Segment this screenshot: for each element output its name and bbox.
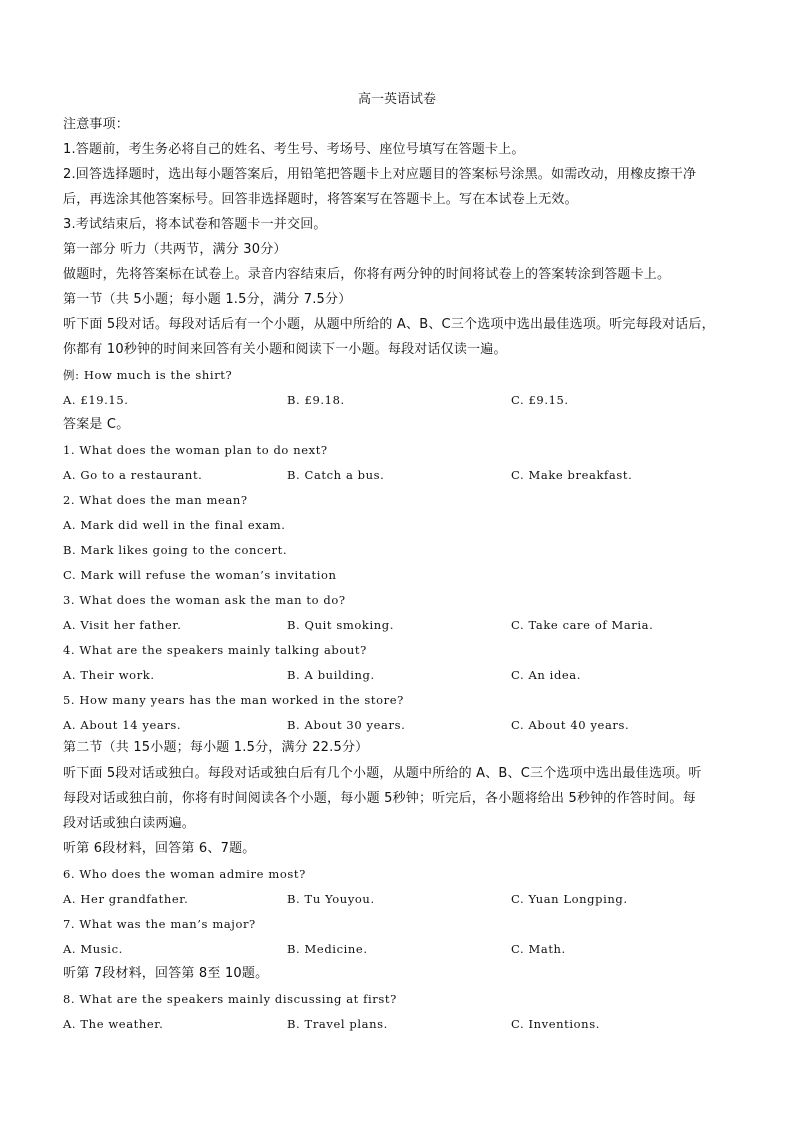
notice-item: 2.回答选择题时，选出每小题答案后，用铅笔把答题卡上对应题目的答案标号涂黑。如需改动，用橡皮擦干净 — [63, 167, 697, 182]
question-8: 8. What are the speakers mainly discussing at first? — [63, 992, 397, 1006]
section-instructions: 每段对话或独白前，你将有时间阅读各个小题，每小题 5秒钟；听完后，各小题将给出 5秒钟的作答时间。每 — [63, 791, 696, 806]
option-b: B. About 30 years. — [287, 718, 406, 732]
option-b: B. Tu Youyou. — [287, 892, 375, 906]
notice-item: 1.答题前，考生务必将自己的姓名、考生号、考场号、座位号填写在答题卡上。 — [63, 142, 525, 157]
option-a: A. Go to a restaurant. — [63, 468, 203, 482]
page-title: 高一英语试卷 — [357, 92, 436, 107]
option-c: C. An idea. — [511, 668, 582, 682]
option-c: C. Make breakfast. — [511, 468, 633, 482]
question-3-options — [0, 615, 794, 635]
option-b: B. Catch a bus. — [287, 468, 385, 482]
question-6: 6. Who does the woman admire most? — [63, 867, 306, 881]
question-3: 3. What does the woman ask the man to do? — [63, 593, 346, 607]
option-b: B. Mark likes going to the concert. — [63, 543, 288, 557]
question-7-options — [0, 939, 794, 959]
part-heading: 第一部分 听力（共两节，满分 30分） — [63, 242, 287, 257]
option-c: C. £9.15. — [511, 393, 569, 407]
option-a: A. The weather. — [63, 1017, 164, 1031]
example-options — [0, 390, 794, 410]
notice-heading: 注意事项： — [63, 117, 130, 132]
option-a: A. Music. — [63, 942, 123, 956]
option-a: A. £19.15. — [63, 393, 129, 407]
option-a: A. Their work. — [63, 668, 155, 682]
material-heading: 听第 7段材料，回答第 8至 10题。 — [63, 966, 269, 981]
question-5: 5. How many years has the man worked in the store? — [63, 693, 404, 707]
material-heading: 听第 6段材料，回答第 6、7题。 — [63, 841, 256, 856]
option-b: B. £9.18. — [287, 393, 345, 407]
option-c: C. Inventions. — [511, 1017, 600, 1031]
option-c: C. Math. — [511, 942, 566, 956]
example-answer: 答案是 C。 — [63, 417, 130, 432]
example-question: 例: How much is the shirt? — [63, 368, 233, 382]
question-1: 1. What does the woman plan to do next? — [63, 443, 328, 457]
question-8-options — [0, 1014, 794, 1034]
option-a: A. Her grandfather. — [63, 892, 189, 906]
question-2: 2. What does the man mean? — [63, 493, 248, 507]
section-heading: 第一节（共 5小题；每小题 1.5分，满分 7.5分） — [63, 292, 352, 307]
option-b: B. Quit smoking. — [287, 618, 394, 632]
section-instructions: 你都有 10秒钟的时间来回答有关小题和阅读下一小题。每段对话仅读一遍。 — [63, 342, 507, 357]
option-b: B. A building. — [287, 668, 375, 682]
notice-item: 3.考试结束后，将本试卷和答题卡一并交回。 — [63, 217, 327, 232]
question-1-options — [0, 465, 794, 485]
option-c: C. Yuan Longping. — [511, 892, 628, 906]
option-b: B. Travel plans. — [287, 1017, 388, 1031]
option-c: C. About 40 years. — [511, 718, 630, 732]
option-c: C. Mark will refuse the woman’s invitation — [63, 568, 337, 582]
section-instructions: 听下面 5段对话或独白。每段对话或独白后有几个小题，从题中所给的 A、B、C三个选项中选出最佳选项。听 — [63, 766, 702, 781]
question-7: 7. What was the man’s major? — [63, 917, 256, 931]
option-a: A. About 14 years. — [63, 718, 182, 732]
option-a: A. Mark did well in the final exam. — [63, 518, 286, 532]
section-heading: 第二节（共 15小题；每小题 1.5分，满分 22.5分） — [63, 740, 369, 755]
option-a: A. Visit her father. — [63, 618, 182, 632]
question-4-options — [0, 665, 794, 685]
section-instructions: 段对话或独白读两遍。 — [63, 816, 196, 831]
part-intro: 做题时，先将答案标在试卷上。录音内容结束后，你将有两分钟的时间将试卷上的答案转涂到答题卡上。 — [63, 267, 671, 282]
section-instructions: 听下面 5段对话。每段对话后有一个小题，从题中所给的 A、B、C三个选项中选出最佳选项。听完每段对话后， — [63, 317, 715, 332]
notice-item: 后，再选涂其他答案标号。回答非选择题时，将答案写在答题卡上。写在本试卷上无效。 — [63, 192, 578, 207]
question-6-options — [0, 889, 794, 909]
option-c: C. Take care of Maria. — [511, 618, 654, 632]
question-5-options — [0, 715, 794, 735]
question-4: 4. What are the speakers mainly talking about? — [63, 643, 367, 657]
option-b: B. Medicine. — [287, 942, 368, 956]
